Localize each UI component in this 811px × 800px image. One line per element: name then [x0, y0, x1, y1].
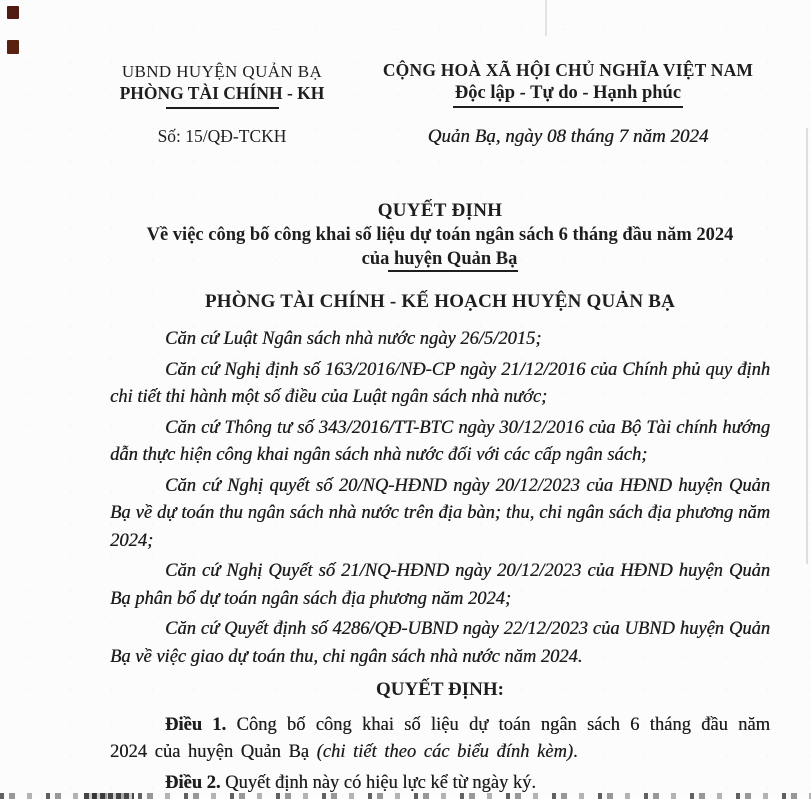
agency-underline-rule [166, 107, 279, 109]
recital-paragraph-5: Căn cứ Nghị Quyết số 21/NQ-HĐND ngày 20/12/2023 của HĐND huyện Quản Bạ phân bổ dự toán ngân sách địa phương năm 2024; [110, 561, 770, 609]
decision-title-block [80, 200, 800, 313]
subject-prefix: của [361, 249, 394, 269]
national-header-block [368, 60, 768, 148]
document-subject-line: Về việc công bố công khai số liệu dự toán ngân sách 6 tháng đầu năm 2024 [146, 225, 734, 245]
issuing-agency-block [102, 62, 342, 147]
article-2-label: Điều 2. [165, 772, 221, 793]
recital-paragraph-2: Căn cứ Nghị định số 163/2016/NĐ-CP ngày 21/12/2016 của Chính phủ quy định chi tiết thi hành một số điều của Luật ngân sách nhà nước; [110, 359, 770, 407]
article-1-text: Công bố công khai số liệu dự toán ngân sách 6 tháng đầu năm 2024 của huyện Quản Bạ [110, 714, 770, 762]
recital-paragraph-4: Căn cứ Nghị quyết số 20/NQ-HĐND ngày 20/12/2023 của HĐND huyện Quản Bạ về dự toán thu ngân sách nhà nước trên địa bàn; thu, chi ngân sách địa phương năm 2024; [110, 475, 770, 551]
agency-name: PHÒNG TÀI CHÍNH - KH [119, 83, 325, 103]
article-1-label: Điều 1. [165, 714, 227, 735]
scan-edge-artifact [0, 793, 811, 799]
scan-line-artifact-top [545, 0, 547, 36]
recital-paragraph-3: Căn cứ Thông tư số 343/2016/TT-BTC ngày 30/12/2016 của Bộ Tài chính hướng dẫn thực hiện công khai ngân sách nhà nước đối với các cấp ngân sách; [110, 417, 770, 465]
operative-heading: QUYẾT ĐỊNH: [376, 679, 504, 700]
article-1-suffix: . [573, 742, 578, 762]
scan-artifact-mark-top [7, 6, 19, 19]
article-1-paragraph [110, 712, 770, 767]
subject-underlined-text: huyện Quản Bạ [388, 249, 518, 272]
document-subject-line-2 [80, 249, 800, 270]
article-2-text: Quyết định này có hiệu lực kể từ ngày ký. [220, 772, 536, 793]
article-1-note: (chi tiết theo các biểu đính kèm) [316, 742, 573, 762]
recital-paragraph-6: Căn cứ Quyết định số 4286/QĐ-UBND ngày 22/12/2023 của UBND huyện Quản Bạ về việc giao dự toán thu, chi ngân sách nhà nước năm 2024. [110, 619, 770, 667]
recital-paragraph-1: Căn cứ Luật Ngân sách nhà nước ngày 26/5/2015; [165, 329, 542, 349]
issuing-department-heading: PHÒNG TÀI CHÍNH - KẾ HOẠCH HUYỆN QUẢN BẠ [204, 291, 675, 312]
scan-line-artifact-right [806, 128, 808, 564]
national-motto [368, 83, 768, 108]
national-title: CỘNG HOÀ XÃ HỘI CHỦ NGHĨA VIỆT NAM [382, 60, 754, 80]
place-and-date: Quản Bạ, ngày 08 tháng 7 năm 2024 [427, 126, 709, 147]
agency-parent-name: UBND HUYỆN QUẢN BẠ [121, 62, 323, 81]
document-body [110, 326, 770, 800]
document-number: Số: 15/QĐ-TCKH [157, 126, 287, 146]
national-motto-text: Độc lập - Tự do - Hạnh phúc [453, 83, 683, 108]
document-type-heading: QUYẾT ĐỊNH [377, 200, 503, 221]
scan-artifact-mark-bottom [7, 40, 19, 54]
